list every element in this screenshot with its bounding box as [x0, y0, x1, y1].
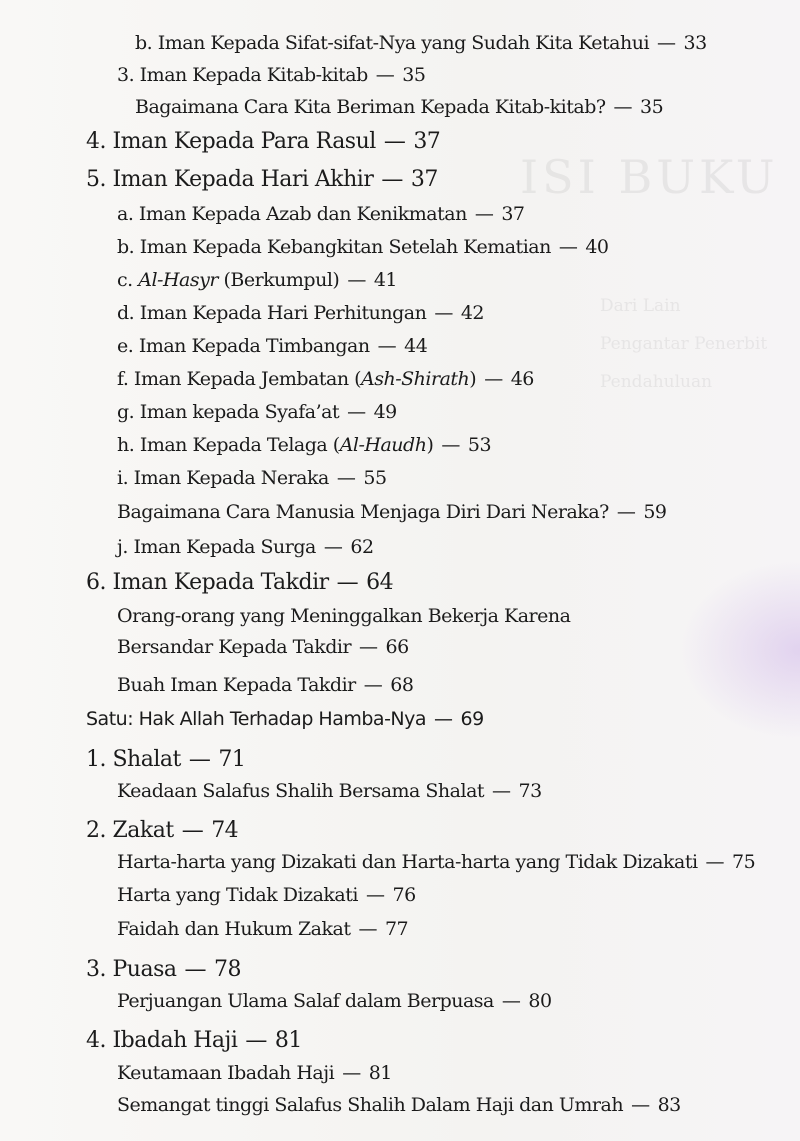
toc-entry: Buah Iman Kepada Takdir — 68	[117, 674, 414, 696]
toc-entry: 1. Shalat — 71	[86, 747, 246, 772]
toc-entry: Keutamaan Ibadah Haji — 81	[117, 1062, 392, 1084]
toc-entry: e. Iman Kepada Timbangan — 44	[117, 335, 428, 357]
toc-entry: h. Iman Kepada Telaga (Al-Haudh) — 53	[117, 434, 492, 456]
page-tint	[680, 560, 800, 740]
toc-entry: b. Iman Kepada Kebangkitan Setelah Kematian — 40	[117, 236, 609, 258]
toc-entry: Keadaan Salafus Shalih Bersama Shalat — 73	[117, 780, 542, 802]
toc-entry: Harta-harta yang Dizakati dan Harta-harta yang Tidak Dizakati — 75	[117, 851, 756, 873]
toc-entry: Orang-orang yang Meninggalkan Bekerja Karena	[117, 605, 571, 627]
toc-entry: i. Iman Kepada Neraka — 55	[117, 467, 387, 489]
toc-entry: j. Iman Kepada Surga — 62	[117, 536, 374, 558]
toc-entry: Perjuangan Ulama Salaf dalam Berpuasa — 80	[117, 990, 552, 1012]
toc-entry: c. Al-Hasyr (Berkumpul) — 41	[117, 269, 398, 291]
toc-entry: 3. Puasa — 78	[86, 957, 241, 982]
toc-entry: 2. Zakat — 74	[86, 818, 239, 843]
toc-entry: Semangat tinggi Salafus Shalih Dalam Haji dan Umrah — 83	[117, 1094, 681, 1116]
bleed-through-text: ISI BUKU	[520, 150, 779, 204]
toc-entry: 4. Iman Kepada Para Rasul — 37	[86, 129, 441, 154]
toc-entry: d. Iman Kepada Hari Perhitungan — 42	[117, 302, 485, 324]
bleed-through-text: Pengantar Penerbit	[600, 334, 768, 354]
toc-entry: 3. Iman Kepada Kitab-kitab — 35	[117, 64, 426, 86]
toc-entry: Bersandar Kepada Takdir — 66	[117, 636, 409, 658]
bleed-through-text: Dari Lain	[600, 296, 681, 316]
bleed-through-text: Pendahuluan	[600, 372, 713, 392]
toc-entry: b. Iman Kepada Sifat-sifat-Nya yang Sudah Kita Ketahui — 33	[135, 32, 707, 54]
toc-entry: Faidah dan Hukum Zakat — 77	[117, 918, 409, 940]
toc-entry: Bagaimana Cara Kita Beriman Kepada Kitab-kitab? — 35	[135, 96, 664, 118]
toc-entry: a. Iman Kepada Azab dan Kenikmatan — 37	[117, 203, 525, 225]
toc-entry: Satu: Hak Allah Terhadap Hamba-Nya — 69	[86, 708, 484, 730]
toc-entry: Bagaimana Cara Manusia Menjaga Diri Dari Neraka? — 59	[117, 501, 667, 523]
toc-entry: g. Iman kepada Syafa’at — 49	[117, 401, 397, 423]
toc-entry: 6. Iman Kepada Takdir — 64	[86, 570, 394, 595]
toc-entry: 4. Ibadah Haji — 81	[86, 1028, 302, 1053]
toc-entry: Harta yang Tidak Dizakati — 76	[117, 884, 416, 906]
toc-entry: 5. Iman Kepada Hari Akhir — 37	[86, 167, 438, 192]
toc-entry: f. Iman Kepada Jembatan (Ash-Shirath) — 46	[117, 368, 534, 390]
